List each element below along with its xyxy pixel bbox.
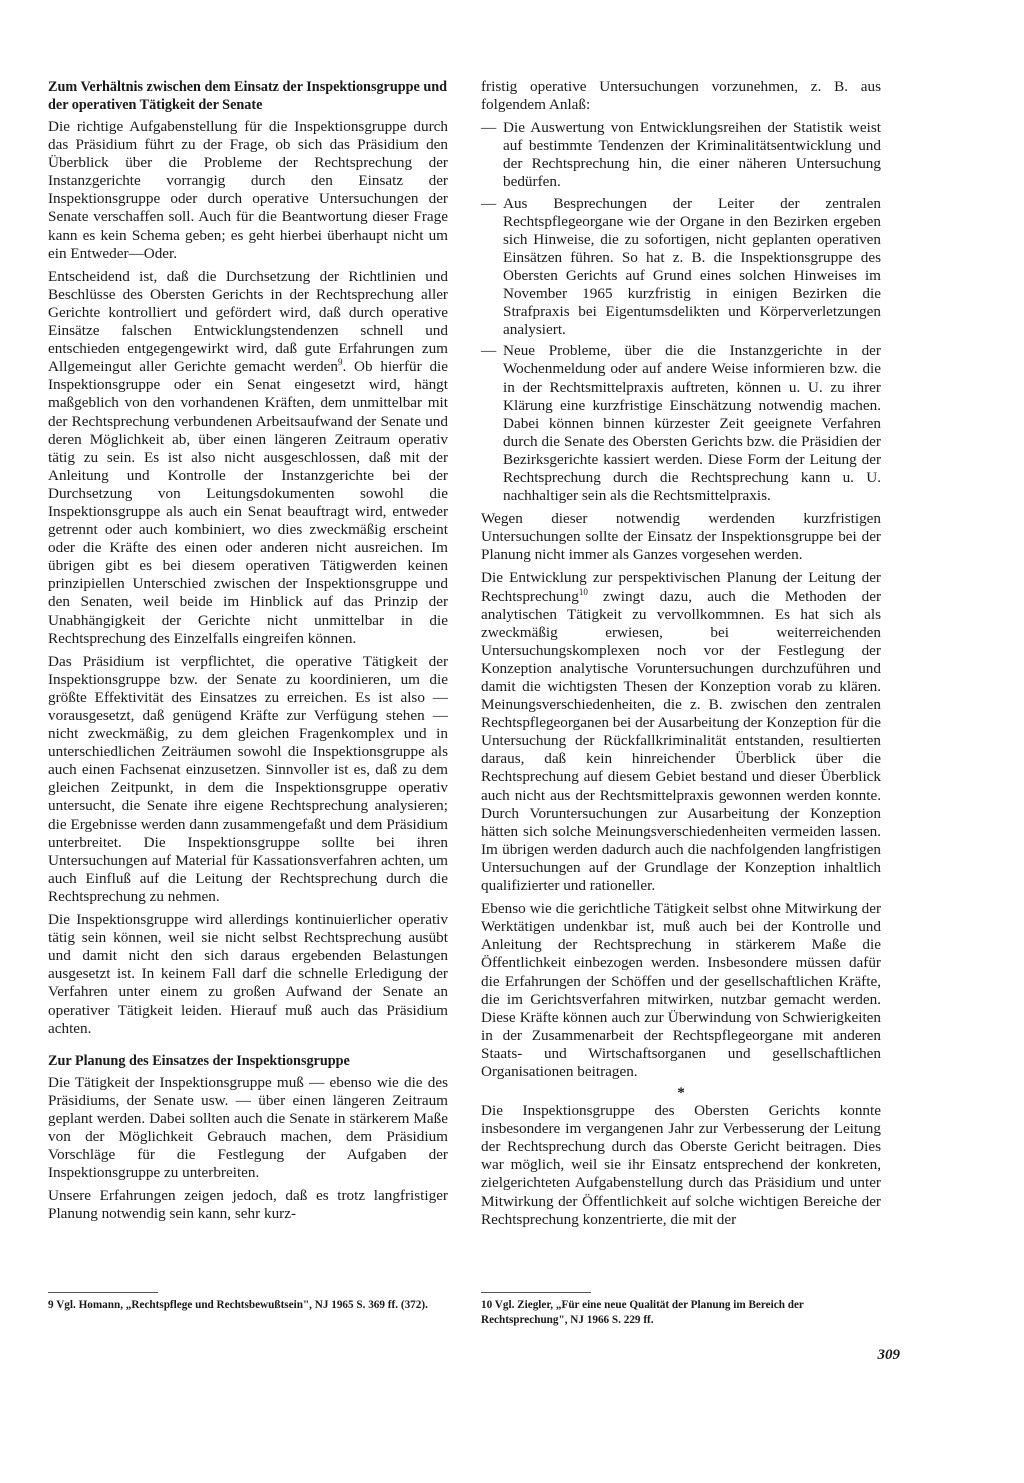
paragraph: Wegen dieser notwendig werdenden kurzfristigen Untersuchungen sollte der Einsatz der Inspektionsgruppe bei der Planung nicht immer als Ganzes vorgesehen werden. <box>481 510 881 564</box>
paragraph: Ebenso wie die gerichtliche Tätigkeit selbst ohne Mitwirkung der Werktätigen undenkbar ist, muß auch bei der Kontrolle und Anleitung der Rechtsprechung in stärkerem Maße die Öffentlichkeit einbezogen werden. Insbesondere müssen dafür die Erfahrungen der Schöffen und der gesellschaftlichen Kräfte, die im Gerichtsverfahren mitwirken, nutzbar gemacht werden. Diese Kräfte können auch zur Überwindung von Schwierigkeiten in der Zusammenarbeit der Rechtspflegeorgane mit anderen Staats- und Wirtschaftsorganen und gesellschaftlichen Organisationen beitragen. <box>481 900 881 1080</box>
footnote-ref-10[interactable]: 10 <box>578 586 588 597</box>
dash-bullet: — <box>481 342 497 360</box>
page-number: 309 <box>877 1347 900 1363</box>
right-column <box>481 78 881 1234</box>
paragraph: fristig operative Untersuchungen vorzunehmen, z. B. aus folgendem Anlaß: <box>481 78 881 114</box>
paragraph: Unsere Erfahrungen zeigen jedoch, daß es trotz langfristiger Planung notwendig sein kann, sehr kurz- <box>48 1187 448 1223</box>
list-item <box>481 342 881 505</box>
paragraph: Die Inspektionsgruppe wird allerdings kontinuierlicher operativ tätig sein können, weil sie nicht selbst Rechtsprechung ausübt und damit nicht den sich daraus ergebenden Belastungen ausgesetzt ist. In keinem Fall darf die schnelle Erledigung der Verfahren unter einem zu großen Aufwand der Senate an operativer Tätigkeit leiden. Hierauf muß auch das Präsidium achten. <box>48 911 448 1037</box>
paragraph <box>48 268 448 648</box>
footnote-10: 10 Vgl. Ziegler, „Für eine neue Qualität der Planung im Bereich der Rechtsprechung", NJ 1966 S. 229 ff. <box>481 1299 804 1326</box>
paragraph: Die Tätigkeit der Inspektionsgruppe muß — ebenso wie die des Präsidiums, der Senate usw. — über einen längeren Zeitraum geplant werden. Dabei sollten auch die Senate in stärkerem Maße von der Möglichkeit Gebrauch machen, dem Präsidium Vorschläge für die Festlegung der Aufgaben der Inspektionsgruppe zu unterbreiten. <box>48 1073 448 1182</box>
list-item-text: Die Auswertung von Entwicklungsreihen der Statistik weist auf bestimmte Tendenzen der Kriminalitätsentwicklung und der Rechtsprechung hin, die einer näheren Untersuchung bedürfen. <box>503 119 881 191</box>
paragraph-text: Die Entwicklung zur perspektivischen Planung der Leitung der Rechtsprechung <box>481 569 881 605</box>
section-separator-star: * <box>677 1084 685 1102</box>
paragraph-text: . Ob hierfür die Inspektionsgruppe oder ein Senat eingesetzt wird, hängt maßgeblich von den vorhandenen Kräften, dem unmittelbar mit der Rechtsprechung verbundenen Arbeitsaufwand der Senate und deren Möglichkeit ab, über einen längeren Zeitraum operativ tätig zu sein. Es ist also nicht ausgeschlossen, daß mit der Anleitung und Kontrolle der Instanzgerichte bei der Durchsetzung von Leitungsdokumenten sowohl die Inspektionsgruppe als auch ein Senat beauftragt wird, entweder getrennt oder auch kombiniert, wo dies zweckmäßig erscheint oder die Kräfte des einen oder anderen nicht ausreichen. Im übrigen gibt es bei diesem operativen Tätigwerden keinen prinzipiellen Unterschied zwischen der Inspektionsgruppe und den Senaten, weil beide im Hinblick auf das Prinzip der Unabhängigkeit der Gerichte nicht unmittelbar in die Rechtsprechung des Einzelfalls eingreifen können. <box>48 358 448 647</box>
paragraph: Die Inspektionsgruppe des Obersten Gerichts konnte insbesondere im vergangenen Jahr zur Verbesserung der Leitung der Rechtsprechung durch das Oberste Gericht beitragen. Dies war möglich, weil sie ihr Einsatz entsprechend der konkreten, zielgerichteten Aufgabenstellung durch das Präsidium und unter Mitwirkung der Öffentlichkeit auf solche wichtigen Bereiche der Rechtsprechung konzentrierte, die mit der <box>481 1102 881 1228</box>
dash-list <box>481 119 881 505</box>
paragraph-text: zwingt dazu, auch die Methoden der analytischen Tätigkeit zu vervollkommnen. Es hat sich als zweckmäßig erwiesen, bei weiterreichenden Untersuchungskomplexen noch vor der Festlegung der Konzeption analytische Voruntersuchungen durchzuführen und damit die wichtigsten Thesen der Konzeption vorab zu klären. Meinungsverschiedenheiten, die z. B. zwischen den zentralen Rechtspflegeorganen bei der Ausarbeitung der Konzeption für die Untersuchung der Rückfallkriminalität entstanden, resultierten daraus, daß kein hinreichender Überblick über die Rechtsprechung auf diesem Gebiet bestand und dieser Überblick auch nicht aus der Rechtsmittelpraxis gewonnen werden konnte. Durch Voruntersuchungen zur Ausarbeitung der Konzeption hätten sich solche Meinungsverschiedenheiten vermeiden lassen. Im übrigen werden dadurch auch die nachfolgenden langfristigen Untersuchungen auf der Grundlage der Konzeption inhaltlich qualifizierter und rationeller. <box>481 587 881 895</box>
dash-bullet: — <box>481 194 497 212</box>
left-column <box>48 78 448 1228</box>
dash-bullet: — <box>481 119 497 137</box>
footnote-rule-right <box>481 1292 591 1293</box>
footnote-rule-left <box>48 1292 158 1293</box>
paragraph: Die richtige Aufgabenstellung für die Inspektionsgruppe durch das Präsidium führt zu der Frage, ob sich das Präsidium den Überblick über die Probleme der Rechtsprechung der Instanzgerichte vorrangig durch den Einsatz der Inspektionsgruppe oder durch operative Untersuchungen der Senate verschaffen soll. Auch für die Beantwortung dieser Frage kann es kein Schema geben; es geht hierbei überhaupt nicht um ein Entweder—Oder. <box>48 118 448 262</box>
footnote-ref-9[interactable]: 9 <box>337 357 343 368</box>
paragraph: Das Präsidium ist verpflichtet, die operative Tätigkeit der Inspektionsgruppe bzw. der Senate zu koordinieren, um die größte Effektivität des Einsatzes zu erreichen. Es ist also — vorausgesetzt, daß genügend Kräfte zur Verfügung stehen — nicht zweckmäßig, zu dem gleichen Fragenkomplex und in unterschiedlichen Zeiträumen sowohl die Inspektionsgruppe als auch einen Fachsenat einzusetzen. Sinnvoller ist es, daß zu dem gleichen Zeitpunkt, in dem die Inspektionsgruppe operativ untersucht, die Senate ihre eigene Rechtsprechung analysieren; die Ergebnisse werden dann zusammengefaßt und dem Präsidium unterbreitet. Die Inspektionsgruppe sollte bei ihren Untersuchungen auf Material für Kassationsverfahren achten, um auch Einfluß auf die Leitung der Rechtsprechung durch die Rechtsprechung zu nehmen. <box>48 652 448 905</box>
list-item-text: Aus Besprechungen der Leiter der zentralen Rechtspflegeorgane wie der Organe in den Bezirken ergeben sich Hinweise, die zu sofortigen, nicht geplanten operativen Einsätzen führen. So hat z. B. die Inspektionsgruppe des Obersten Gerichts auf Grund eines solchen Hinweises im November 1965 kurzfristig in einigen Bezirken die Strafpraxis bei Eigentumsdelikten und Körperverletzungen analysiert. <box>503 194 881 339</box>
list-item <box>481 195 881 340</box>
footnote-9: 9 Vgl. Homann, „Rechtspflege und Rechtsbewußtsein", NJ 1965 S. 369 ff. (372). <box>48 1299 428 1311</box>
section-heading-relationship: Zum Verhältnis zwischen dem Einsatz der Inspektionsgruppe und der operativen Tätigkeit der Senate <box>48 79 448 113</box>
paragraph-text: Entscheidend ist, daß die Durchsetzung der Richtlinien und Beschlüsse des Obersten Gerichts in der Rechtsprechung aller Gerichte kontrolliert und gefördert wird, daß durch operative Einsätze falschen Entwicklungstendenzen schnell und entschieden entgegengewirkt wird, daß gute Erfahrungen zum Allgemeingut aller Gerichte gemacht werden <box>48 267 448 376</box>
list-item <box>481 119 881 191</box>
paragraph <box>481 569 881 895</box>
list-item-text: Neue Probleme, über die die Instanzgerichte in der Wochenmeldung oder auf andere Weise informieren bzw. die in der Rechtsmittelpraxis auftreten, können u. U. zu ihrer Klärung eine kurzfristige Einschätzung notwendig machen. Dabei können binnen kürzester Zeit geeignete Verfahren durch die Senate des Obersten Gerichts bzw. die Präsidien der Bezirksgerichte kassiert werden. Diese Form der Leitung der Rechtsprechung durch die Rechtsprechung kann u. U. nachhaltiger sein als die Rechtsmittelpraxis. <box>503 342 881 505</box>
section-heading-planning: Zur Planung des Einsatzes der Inspektionsgruppe <box>48 1052 350 1069</box>
